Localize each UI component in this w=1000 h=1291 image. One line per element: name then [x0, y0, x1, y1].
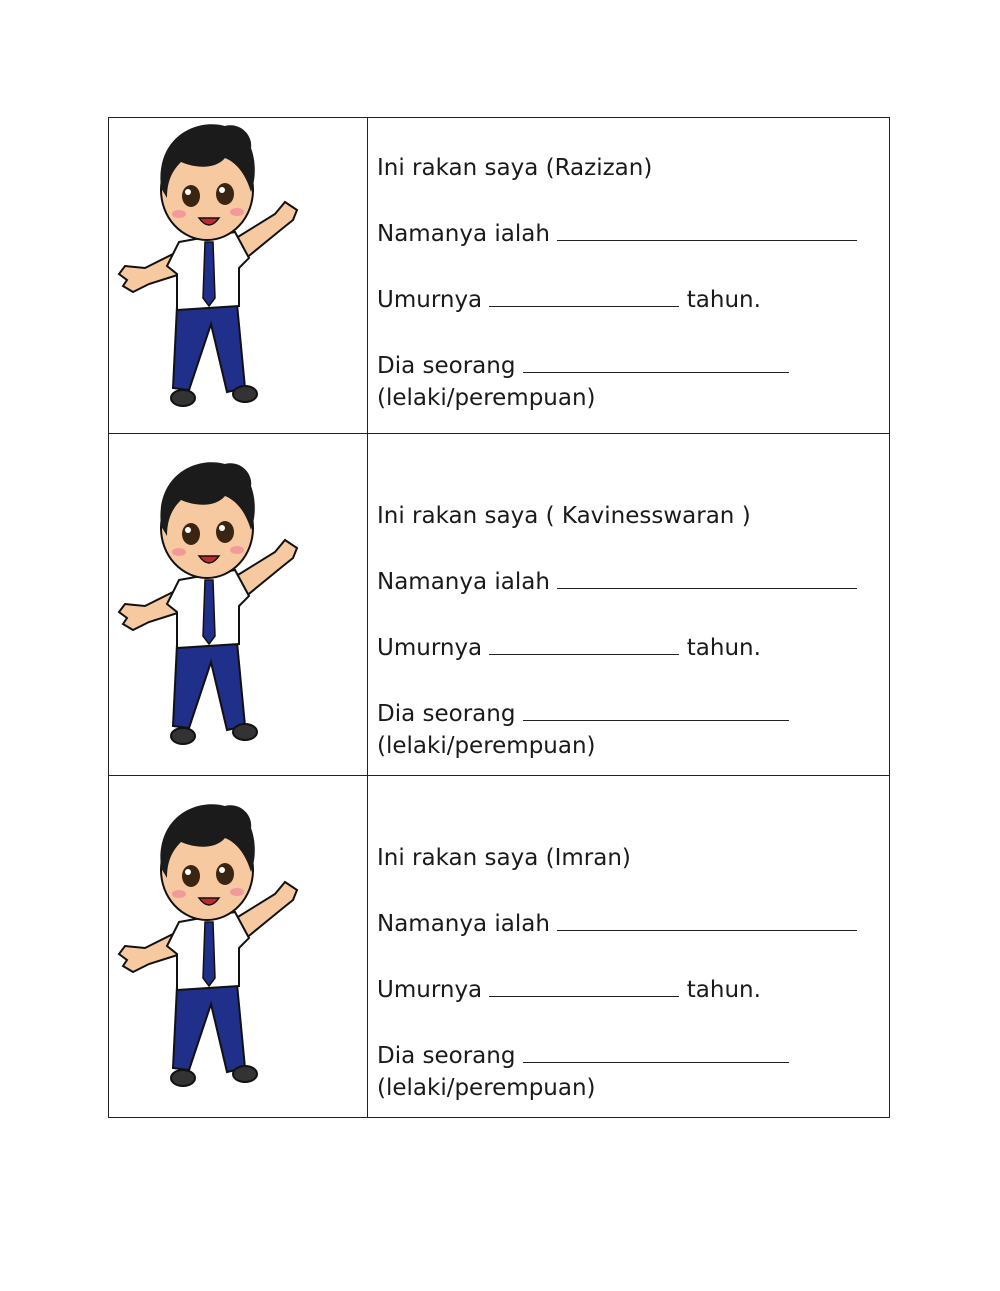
name-blank[interactable] — [557, 216, 857, 241]
schoolboy-icon — [115, 456, 301, 750]
gender-options: (lelaki/perempuan) — [377, 1075, 596, 1101]
age-blank[interactable] — [489, 282, 679, 307]
illustration-cell — [109, 118, 368, 434]
illustration-cell — [109, 434, 368, 776]
gender-line: Dia seorang — [377, 696, 857, 730]
friend-row — [109, 118, 890, 434]
friend-row — [109, 776, 890, 1118]
gender-blank[interactable] — [523, 696, 789, 721]
gender-blank[interactable] — [523, 1038, 789, 1063]
schoolboy-icon — [115, 798, 301, 1092]
age-line: Umurnya tahun. — [377, 282, 857, 316]
gender-blank[interactable] — [523, 348, 789, 373]
age-blank[interactable] — [489, 972, 679, 997]
friends-worksheet-table — [108, 117, 890, 1118]
intro-text: Ini rakan saya ( Kavinesswaran ) — [377, 503, 751, 529]
friend-row — [109, 434, 890, 776]
schoolboy-icon — [115, 118, 301, 412]
name-blank[interactable] — [557, 564, 857, 589]
name-line: Namanya ialah — [377, 216, 857, 250]
age-line: Umurnya tahun. — [377, 972, 857, 1006]
text-cell — [368, 434, 890, 776]
name-line: Namanya ialah — [377, 564, 857, 598]
age-line: Umurnya tahun. — [377, 630, 857, 664]
gender-line: Dia seorang — [377, 348, 857, 382]
intro-text: Ini rakan saya (Imran) — [377, 845, 631, 871]
name-blank[interactable] — [557, 906, 857, 931]
gender-options: (lelaki/perempuan) — [377, 733, 596, 759]
gender-line: Dia seorang — [377, 1038, 857, 1072]
age-blank[interactable] — [489, 630, 679, 655]
text-cell — [368, 118, 890, 434]
gender-options: (lelaki/perempuan) — [377, 385, 596, 411]
text-cell — [368, 776, 890, 1118]
name-line: Namanya ialah — [377, 906, 857, 940]
illustration-cell — [109, 776, 368, 1118]
intro-text: Ini rakan saya (Razizan) — [377, 155, 653, 181]
